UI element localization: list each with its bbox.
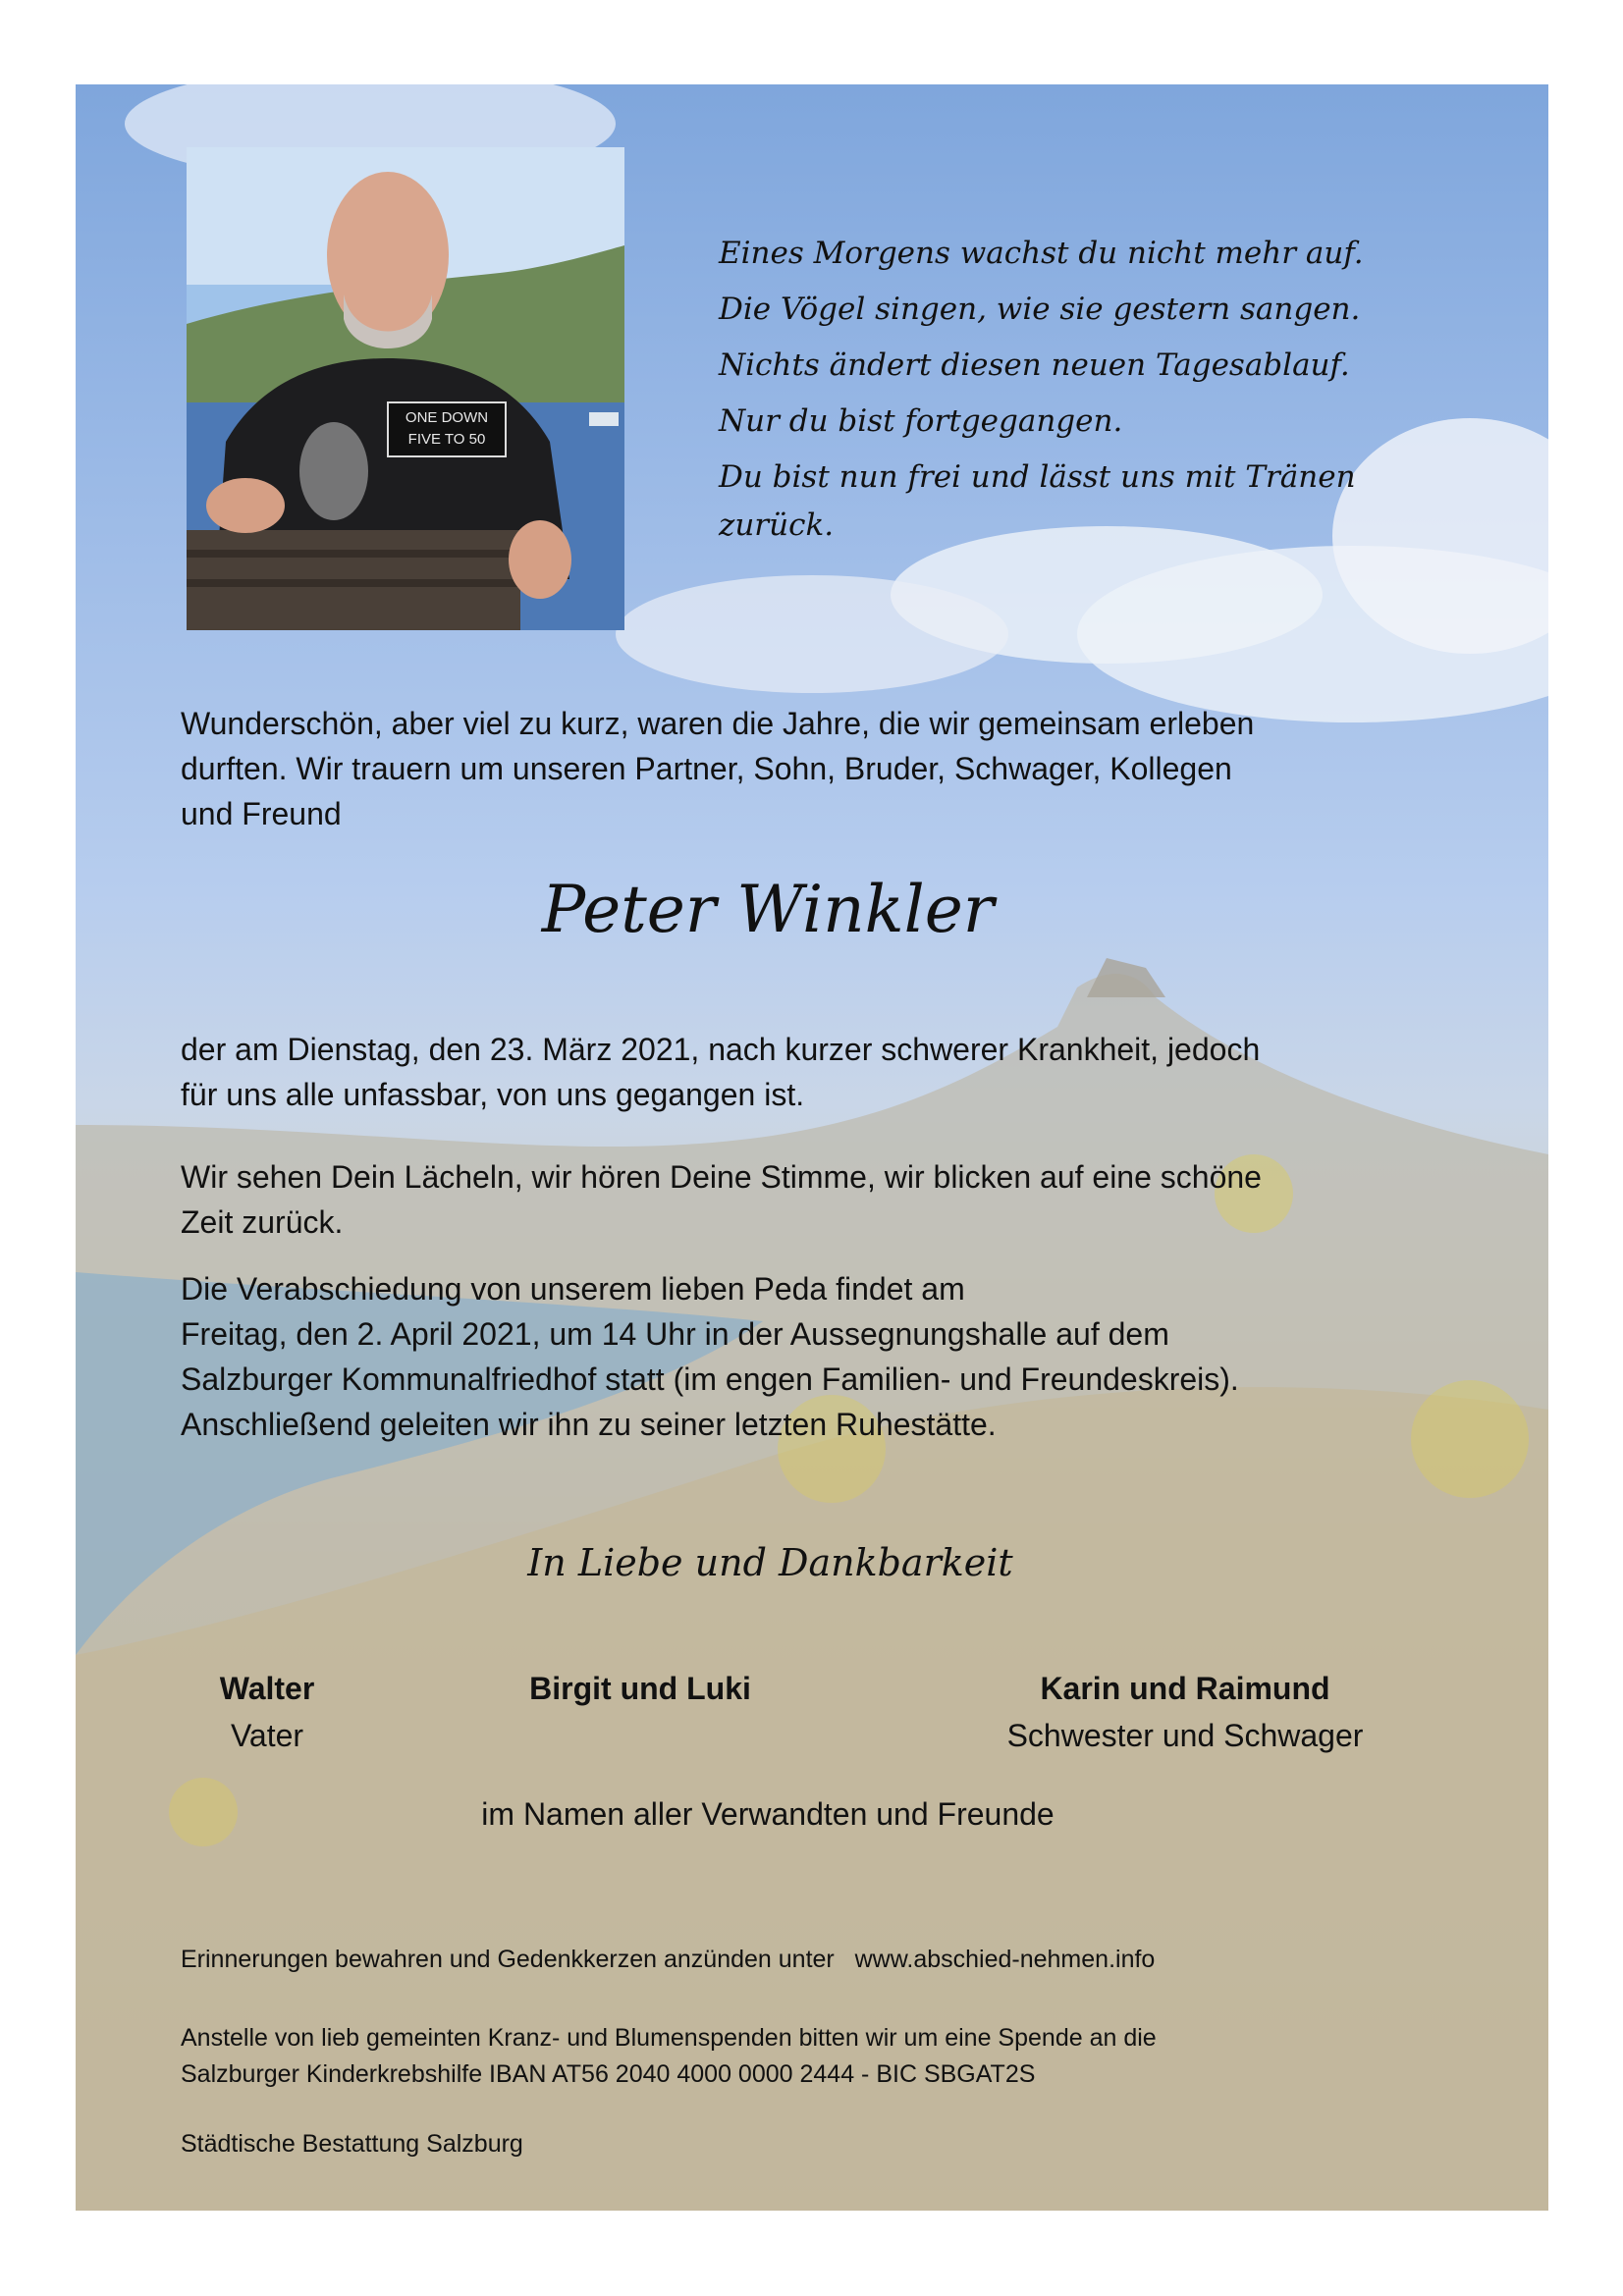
portrait-photo <box>187 147 624 630</box>
death-paragraph <box>181 1027 1447 1117</box>
poem-line: Eines Morgens wachst du nicht mehr auf. <box>719 236 1364 271</box>
poem-line: Nur du bist fortgegangen. <box>719 403 1123 439</box>
poem-line: zurück. <box>719 507 835 543</box>
intro-paragraph <box>181 701 1447 836</box>
farewell-line: Salzburger Kommunalfriedhof statt (im engen Familien- und Freundeskreis). <box>181 1362 1239 1397</box>
mourner-name: Walter <box>219 1671 315 1706</box>
memories-line: Erinnerungen bewahren und Gedenkkerzen anzünden unter www.abschied-nehmen.info <box>181 1946 1156 1973</box>
donation-note <box>181 2020 1457 2093</box>
mourner-name: Karin und Raimund <box>1040 1671 1330 1706</box>
death-line: für uns alle unfassbar, von uns gegangen ist. <box>181 1077 805 1112</box>
mourner-walter <box>135 1665 400 1759</box>
mourner-relation: Schwester und Schwager <box>1006 1718 1364 1753</box>
memory-paragraph <box>181 1154 1447 1245</box>
undertaker: Städtische Bestattung Salzburg <box>181 2130 523 2158</box>
mourner-name: Birgit und Luki <box>529 1671 751 1706</box>
intro-line: Wunderschön, aber viel zu kurz, waren die Jahre, die wir gemeinsam erleben <box>181 706 1255 741</box>
farewell-line: Anschließend geleiten wir ihn zu seiner letzten Ruhestätte. <box>181 1407 997 1442</box>
mourner-birgit-luki <box>468 1665 812 1712</box>
closing-phrase: In Liebe und Dankbarkeit <box>527 1541 1013 1584</box>
shirt-print-line-2: FIVE TO 50 <box>407 431 486 448</box>
poem-line: Die Vögel singen, wie sie gestern sangen. <box>719 292 1361 327</box>
farewell-line: Freitag, den 2. April 2021, um 14 Uhr in der Aussegnungshalle auf dem <box>181 1316 1169 1352</box>
farewell-paragraph <box>181 1266 1447 1447</box>
memory-line: Wir sehen Dein Lächeln, wir hören Deine Stimme, wir blicken auf eine schöne <box>181 1159 1262 1195</box>
poem-line: Nichts ändert diesen neuen Tagesablauf. <box>719 347 1350 383</box>
on-behalf-line: im Namen aller Verwandten und Freunde <box>481 1796 1055 1832</box>
poem <box>719 226 1445 545</box>
intro-line: durften. Wir trauern um unseren Partner, Sohn, Bruder, Schwager, Kollegen <box>181 751 1232 786</box>
donation-line: Salzburger Kinderkrebshilfe IBAN AT56 2040 4000 0000 2444 - BIC SBGAT2S <box>181 2060 1036 2088</box>
donation-line: Anstelle von lieb gemeinten Kranz- und Blumenspenden bitten wir um eine Spende an die <box>181 2024 1157 2052</box>
shirt-print-line-1: ONE DOWN <box>405 409 489 426</box>
memory-line: Zeit zurück. <box>181 1204 344 1240</box>
poem-line: Du bist nun frei und lässt uns mit Tränen <box>719 459 1356 495</box>
deceased-name: Peter Winkler <box>541 872 995 947</box>
farewell-line: Die Verabschiedung von unserem lieben Peda findet am <box>181 1271 965 1307</box>
mourner-karin-raimund <box>969 1665 1401 1759</box>
death-line: der am Dienstag, den 23. März 2021, nach kurzer schwerer Krankheit, jedoch <box>181 1032 1261 1067</box>
mourner-relation: Vater <box>230 1718 304 1753</box>
obituary-page <box>76 84 1548 2211</box>
intro-line: und Freund <box>181 796 342 831</box>
